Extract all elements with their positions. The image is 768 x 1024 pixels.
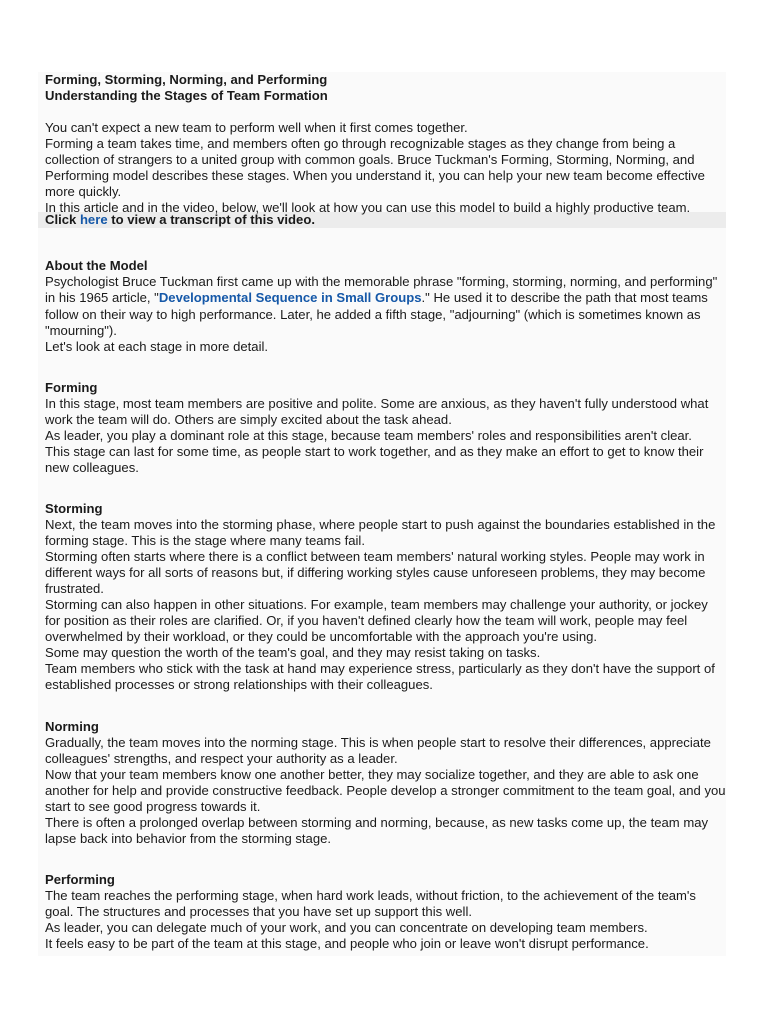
storming-heading: Storming bbox=[45, 500, 103, 516]
transcript-prefix: Click bbox=[45, 212, 80, 228]
norming-paragraph-1: Gradually, the team moves into the norming stage. This is when people start to resolve their differences, appreciate colleagues' strengths, and respect your authority as a leader. bbox=[45, 734, 711, 766]
performing-heading: Performing bbox=[45, 871, 115, 887]
about-text-end: ." He used it to describe the path that most teams follow on their way to high performance. Later, he added a fifth stage, "adjourning" (which is sometimes known as "mourning"). bbox=[45, 290, 708, 338]
intro-paragraph-1: You can't expect a new team to perform well when it first comes together. bbox=[45, 120, 468, 136]
about-text-start: Psychologist Bruce Tuckman first came up with the memorable phrase "forming, storming, norming, and performing" in his 1965 article, " bbox=[45, 274, 718, 306]
intro-paragraph-3: In this article and in the video, below, we'll look at how you can use this model to build a highly productive team. bbox=[45, 200, 691, 216]
norming-paragraph-2: Now that your team members know one another better, they may socialize together, and they are able to ask one another for help and provide constructive feedback. People develop a stronger commitment to the team goal, and you start to see good progress towards it. bbox=[45, 766, 726, 814]
norming-paragraph-3: There is often a prolonged overlap between storming and norming, because, as new tasks come up, the team may lapse back into behavior from the storming stage. bbox=[45, 814, 709, 846]
performing-paragraph-1: The team reaches the performing stage, when hard work leads, without friction, to the achievement of the team's goal. The structures and processes that you have set up support this well. bbox=[45, 887, 696, 919]
article-link[interactable]: Developmental Sequence in Small Groups bbox=[158, 290, 422, 306]
transcript-suffix: to view a transcript of this video. bbox=[107, 212, 315, 228]
storming-paragraph-2: Storming often starts where there is a conflict between team members' natural working styles. People may work in different ways for all sorts of reasons but, if differing working styles cause unforeseen problems, they may become frustrated. bbox=[45, 549, 706, 597]
norming-heading: Norming bbox=[45, 718, 99, 734]
forming-paragraph-1: In this stage, most team members are positive and polite. Some are anxious, as they haven't fully understood what work the team will do. Others are simply excited about the task ahead. bbox=[45, 395, 709, 427]
storming-paragraph-4: Some may question the worth of the team's goal, and they may resist taking on tasks. bbox=[45, 645, 541, 661]
about-heading: About the Model bbox=[45, 258, 148, 274]
about-paragraph-1 bbox=[45, 274, 726, 338]
forming-paragraph-3: This stage can last for some time, as people start to work together, and as they make an effort to get to know their new colleagues. bbox=[45, 443, 704, 475]
page-subtitle: Understanding the Stages of Team Formation bbox=[45, 88, 328, 104]
about-paragraph-2: Let's look at each stage in more detail. bbox=[45, 338, 269, 354]
intro-paragraph-2: Forming a team takes time, and members often go through recognizable stages as they change from being a collection of strangers to a united group with common goals. Bruce Tuckman's Forming, Storming, Norming, and Performing model describes these stages. When you understand it, you can help your new team become effective more quickly. bbox=[45, 136, 705, 200]
performing-paragraph-3: It feels easy to be part of the team at this stage, and people who join or leave won't disrupt performance. bbox=[45, 936, 649, 952]
storming-paragraph-1: Next, the team moves into the storming phase, where people start to push against the boundaries established in the forming stage. This is the stage where many teams fail. bbox=[45, 516, 716, 549]
page-title: Forming, Storming, Norming, and Performing bbox=[45, 72, 328, 87]
transcript-link[interactable]: here bbox=[79, 212, 108, 228]
performing-paragraph-2: As leader, you can delegate much of your work, and you can concentrate on developing team members. bbox=[45, 920, 648, 936]
document-page bbox=[38, 72, 726, 956]
forming-paragraph-2: As leader, you play a dominant role at this stage, because team members' roles and responsibilities aren't clear. bbox=[45, 427, 692, 443]
storming-paragraph-5: Team members who stick with the task at hand may experience stress, particularly as they don't have the support of established processes or strong relationships with their colleagues. bbox=[45, 661, 715, 693]
forming-heading: Forming bbox=[45, 379, 98, 395]
storming-paragraph-3: Storming can also happen in other situations. For example, team members may challenge your authority, or jockey for position as their roles are clarified. Or, if you haven't defined clearly how the team will work, people may feel overwhelmed by their workload, or they could be uncomfortable with the approach you're using. bbox=[45, 597, 708, 645]
